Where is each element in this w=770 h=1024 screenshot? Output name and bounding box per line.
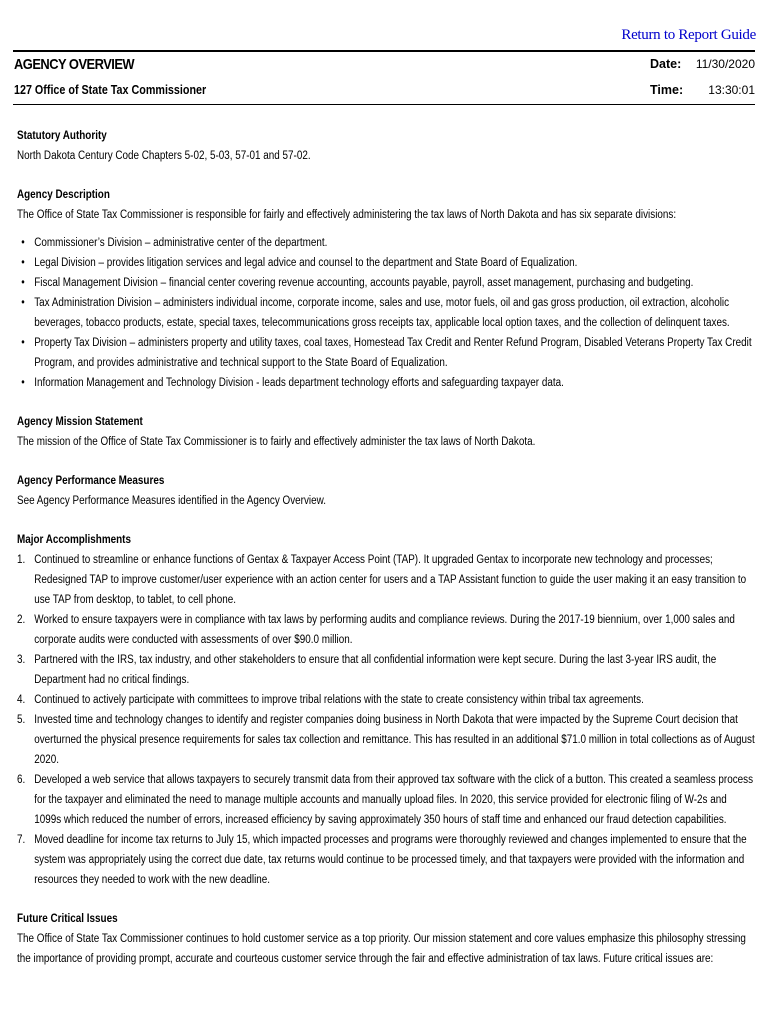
future-issues-section xyxy=(17,909,755,969)
header-row-title xyxy=(13,52,755,78)
date-label: Date: xyxy=(650,57,682,71)
item-text: Worked to ensure taxpayers were in compliance with tax laws by performing audits and compliance reviews. During the 2017-19 biennium, over 1,000 sales and corporate audits were conducted with assessments of over $90.0 million. xyxy=(34,614,735,646)
date-value: 11/30/2020 xyxy=(695,57,755,71)
list-item xyxy=(17,550,755,610)
item-text: Partnered with the IRS, tax industry, and other stakeholders to ensure that all confidential information were kept secure. During the last 3-year IRS audit, the Department had no critical findings. xyxy=(34,654,717,686)
mission-text: The mission of the Office of State Tax Commissioner is to fairly and effectively administer the tax laws of North Dakota. xyxy=(17,436,536,448)
item-number: 1. xyxy=(17,554,26,566)
statutory-authority-text: North Dakota Century Code Chapters 5-02, 5-03, 57-01 and 57-02. xyxy=(17,150,311,162)
item-text: Continued to actively participate with committees to improve tribal relations with the state to create consistency within tribal tax agreements. xyxy=(34,694,644,706)
performance-section xyxy=(17,471,755,511)
report-header xyxy=(13,50,755,105)
list-item: • Fiscal Management Division – financial center covering revenue accounting, accounts payable, payroll, asset management, purchasing and budgeting. xyxy=(17,273,755,293)
item-text: Continued to streamline or enhance functions of Gentax & Taxpayer Access Point (TAP). It upgraded Gentax to incorporate new technology and processes; Redesigned TAP to improve customer/user experience with an action center for users and a TAP Assistant function to guide the user making it an easy transition to use TAP from desktop, to tablet, to cell phone. xyxy=(34,554,747,606)
mission-section xyxy=(17,412,755,452)
agency-name: 127 Office of State Tax Commissioner xyxy=(14,83,207,97)
list-item: • Information Management and Technology Division - leads department technology efforts and safeguarding taxpayer data. xyxy=(17,373,755,393)
item-number: 7. xyxy=(17,834,26,846)
list-item xyxy=(17,830,755,890)
item-number: 5. xyxy=(17,714,26,726)
list-item xyxy=(17,650,755,690)
agency-description-section xyxy=(17,185,755,393)
statutory-authority-section xyxy=(17,126,755,166)
list-item xyxy=(17,710,755,770)
list-item xyxy=(17,770,755,830)
header-divider xyxy=(13,104,755,105)
item-text: Developed a web service that allows taxpayers to securely transmit data from their approved tax software with the click of a button. This created a seamless process for the taxpayer and eliminated the need to manage multiple accounts and manually upload files. In 2020, this service provided for electronic filing of W-2s and 1099s which reduced the number of errors, increased efficiency by saving approximately 350 hours of staff time and enhanced our fraud detection capabilities. xyxy=(34,774,754,826)
list-item: • Legal Division – provides litigation services and legal advice and counsel to the department and State Board of Equalization. xyxy=(17,253,755,273)
list-item: • Tax Administration Division – administers individual income, corporate income, sales and use, motor fuels, oil and gas gross production, oil extraction, alcoholic beverages, tobacco products, estate, special taxes, telecommunications gross receipts tax, applicable local option taxes, and the collection of delinquent taxes. xyxy=(17,293,755,333)
list-item xyxy=(17,690,755,710)
time-label: Time: xyxy=(650,83,684,97)
mission-heading: Agency Mission Statement xyxy=(17,416,143,428)
agency-description-intro: The Office of State Tax Commissioner is responsible for fairly and effectively administering the tax laws of North Dakota and has six separate divisions: xyxy=(17,209,677,221)
performance-text: See Agency Performance Measures identified in the Agency Overview. xyxy=(17,495,326,507)
division-list xyxy=(17,233,755,393)
time-value: 13:30:01 xyxy=(708,83,755,97)
future-issues-heading: Future Critical Issues xyxy=(17,913,118,925)
return-to-report-guide-link[interactable]: Return to Report Guide xyxy=(621,27,756,43)
page-title: AGENCY OVERVIEW xyxy=(14,56,135,73)
accomplishments-section xyxy=(17,530,755,890)
agency-description-heading: Agency Description xyxy=(17,189,110,201)
item-number: 2. xyxy=(17,614,26,626)
document-body xyxy=(17,126,755,969)
list-item: • Property Tax Division – administers property and utility taxes, coal taxes, Homestead Tax Credit and Renter Refund Program, Disabled Veterans Property Tax Credit Program, and provides administrative and technical support to the State Board of Equalization. xyxy=(17,333,755,373)
accomplishments-list xyxy=(17,550,755,890)
performance-heading: Agency Performance Measures xyxy=(17,475,165,487)
list-item xyxy=(17,610,755,650)
accomplishments-heading: Major Accomplishments xyxy=(17,534,131,546)
item-number: 3. xyxy=(17,654,26,666)
item-number: 4. xyxy=(17,694,26,706)
future-issues-text: The Office of State Tax Commissioner continues to hold customer service as a top priority. Our mission statement and core values emphasize this philosophy stressing the importance of providing prompt, accurate and courteous customer service through the fair and effective administration of tax laws. Future critical issues are: xyxy=(17,933,746,965)
list-item: • Commissioner’s Division – administrative center of the department. xyxy=(17,233,755,253)
header-row-agency xyxy=(13,78,755,104)
item-number: 6. xyxy=(17,774,26,786)
statutory-authority-heading: Statutory Authority xyxy=(17,130,107,142)
item-text: Moved deadline for income tax returns to July 15, which impacted processes and programs were thoroughly reviewed and changes implemented to ensure that the system was appropriately using the correct due date, tax returns would continue to be processed timely, and that taxpayers were provided with the information and resources they needed to work with the new deadline. xyxy=(34,834,747,886)
item-text: Invested time and technology changes to identify and register companies doing business in North Dakota that were impacted by the Supreme Court decision that overturned the physical presence requirements for sales tax collection and remittance. This has resulted in an additional $71.0 million in total collections as of August 2020. xyxy=(34,714,755,766)
